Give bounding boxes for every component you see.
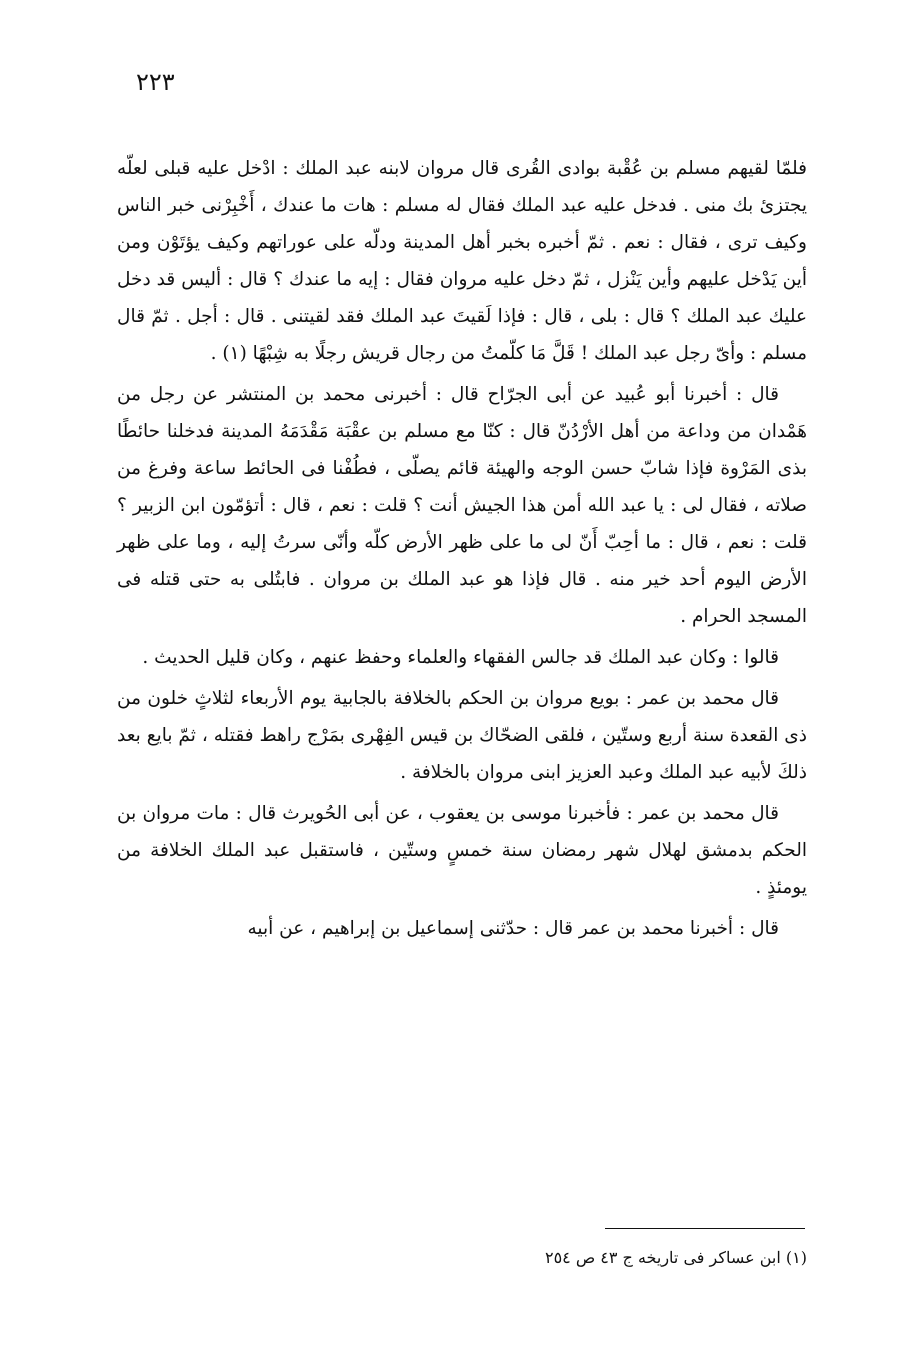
paragraph-2: قال : أخبرنا أبو عُبيد عن أبى الجرّاح قال : أخبرنى محمد بن المنتشر عن رجل من هَمْدان من وداعة من أهل الأرْدُنّ قال : كنّا مع مسلم بن عقْبَة مَقْدَمَهُ المدينة فدخلنا حائطًا بذى المَرْوة فإذا شابّ حسن الوجه والهيئة قائم يصلّى ، فطُفْنا فى الحائط ساعة وفرغ من صلاته ، فقال لى : يا عبد الله أمن هذا الجيش أنت ؟ قلت : نعم ، قال : أتؤمّون ابن الزبير ؟ قلت : نعم ، قال : ما أحِبّ أَنّ لى ما على ظهر الأرض كلّه وأنّى سرتُ إليه ، وما على ظهر الأرض اليوم أحد خير منه . قال فإذا هو عبد الملك بن مروان . فابتُلى به حتى قتله فى المسجد الحرام . xyxy=(117,384,807,627)
footnote-divider xyxy=(605,1228,805,1229)
paragraph-1: فلمّا لقيهم مسلم بن عُقْبة بوادى القُرى قال مروان لابنه عبد الملك : ادْخل عليه قبلى لعلّه يجتزئ بك منى . فدخل عليه عبد الملك فقال له مسلم : هات ما عندك ، أَخْبِرْنى خبر الناس وكيف ترى ، فقال : نعم . ثمّ أخبره بخبر أهل المدينة ودلّه على عوراتهم وكيف يؤتَوْن ومن أين يَدْخل عليهم وأين يَنْزل ، ثمّ دخل عليه مروان فقال : إيه ما عندك ؟ قال : أليس قد دخل عليك عبد الملك ؟ قال : بلى ، قال : فإذا لَقيتَ عبد الملك فقد لقيتنى . قال : أجل . ثمّ قال مسلم : وأىّ رجل عبد الملك ! قَلَّ مَا كلّمتُ من رجال قريش رجلًا به شِبْهًا (١) . xyxy=(117,158,807,364)
paragraph-4: قال محمد بن عمر : بويع مروان بن الحكم بالخلافة بالجابية يوم الأربعاء لثلاثٍ خلون من ذى القعدة سنة أربع وستّين ، فلقى الضحّاك بن قيس الفِهْرى بمَرْج راهط فقتله ، ثمّ بايع بعد ذلكَ لأبيه عبد الملك وعبد العزيز ابنى مروان بالخلافة . xyxy=(117,688,807,783)
paragraph-3: قالوا : وكان عبد الملك قد جالس الفقهاء والعلماء وحفظ عنهم ، وكان قليل الحديث . xyxy=(142,647,779,668)
page-body xyxy=(117,150,807,951)
paragraph-5: قال محمد بن عمر : فأخبرنا موسى بن يعقوب ، عن أبى الحُويرث قال : مات مروان بن الحكم بدمشق لهلال شهر رمضان سنة خمسٍ وستّين ، فاستقبل عبد الملك الخلافة من يومئذٍ . xyxy=(117,803,807,898)
paragraph-6: قال : أخبرنا محمد بن عمر قال : حدّثنى إسماعيل بن إبراهيم ، عن أبيه xyxy=(247,918,779,939)
page-number: ٢٢٣ xyxy=(136,68,175,96)
footnote: (١) ابن عساكر فى تاريخه ج ٤٣ ص ٢٥٤ xyxy=(544,1248,807,1267)
